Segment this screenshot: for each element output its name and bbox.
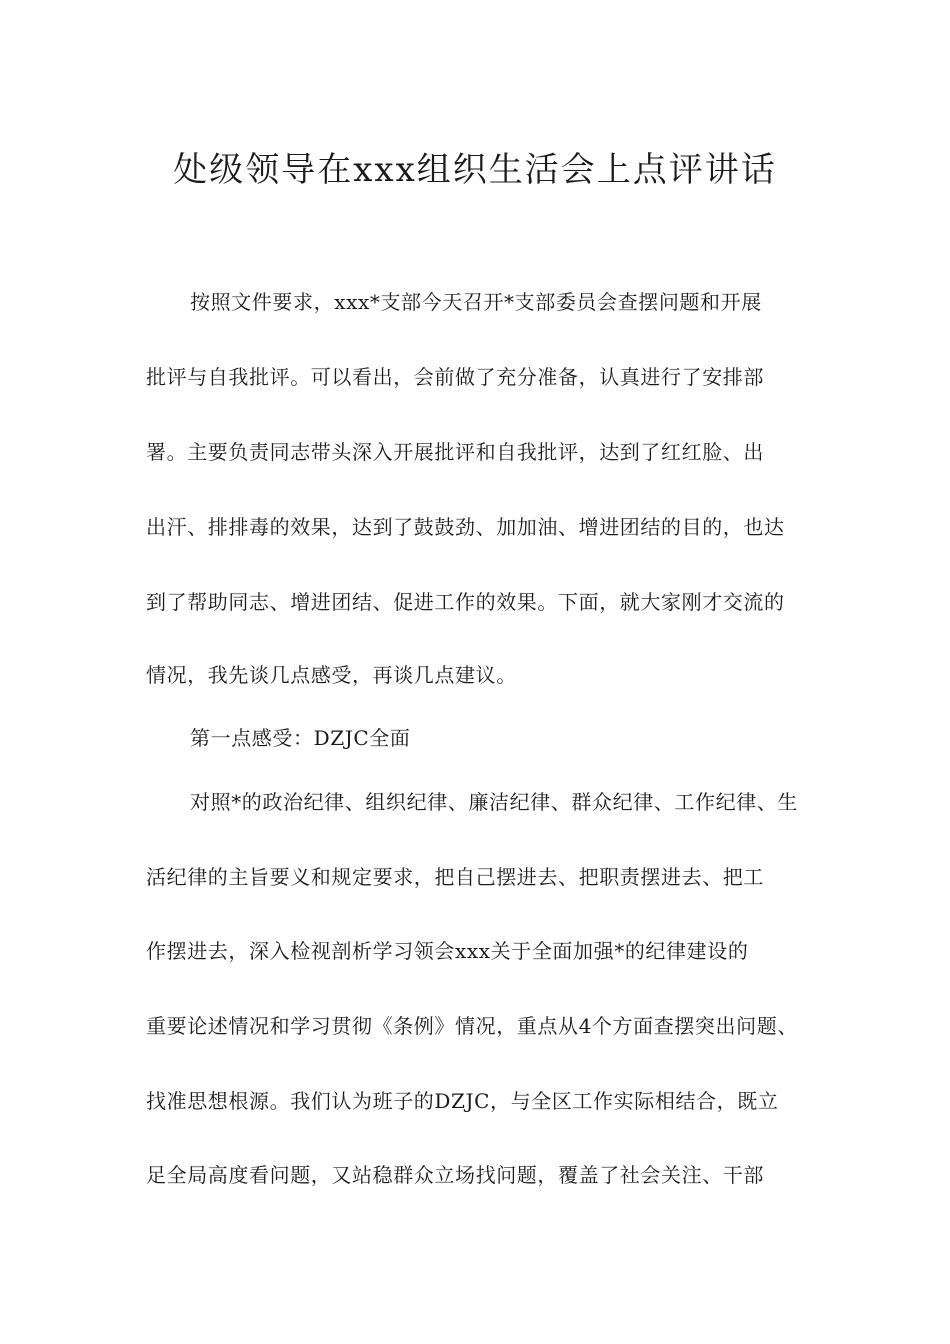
section-heading: 第一点感受：DZJC全面 [190,726,411,750]
paragraph-line: 足全局高度看问题，又站稳群众立场找问题，覆盖了社会关注、干部 [146,1163,764,1187]
paragraph-line: 作摆进去，深入检视剖析学习领会xxx关于全面加强*的纪律建设的 [146,939,749,963]
paragraph-line: 重要论述情况和学习贯彻《条例》情况，重点从4个方面查摆突出问题、 [146,1014,798,1038]
paragraph-line: 出汗、排排毒的效果，达到了鼓鼓劲、加加油、增进团结的目的，也达 [146,515,785,539]
paragraph-line: 到了帮助同志、增进团结、促进工作的效果。下面，就大家刚才交流的 [146,590,785,614]
paragraph-line: 找准思想根源。我们认为班子的DZJC，与全区工作实际相结合，既立 [146,1089,779,1113]
paragraph-line: 署。主要负责同志带头深入开展批评和自我批评，达到了红红脸、出 [146,440,764,464]
document-title: 处级领导在xxx组织生活会上点评讲话 [173,150,777,190]
paragraph-line: 情况，我先谈几点感受，再谈几点建议。 [146,663,517,687]
paragraph-line: 对照*的政治纪律、组织纪律、廉洁纪律、群众纪律、工作纪律、生 [190,790,798,814]
paragraph-line: 批评与自我批评。可以看出，会前做了充分准备，认真进行了安排部 [146,365,764,389]
paragraph-line: 活纪律的主旨要义和规定要求，把自己摆进去、把职责摆进去、把工 [146,865,764,889]
paragraph-line: 按照文件要求，xxx*支部今天召开*支部委员会查摆问题和开展 [190,290,762,314]
